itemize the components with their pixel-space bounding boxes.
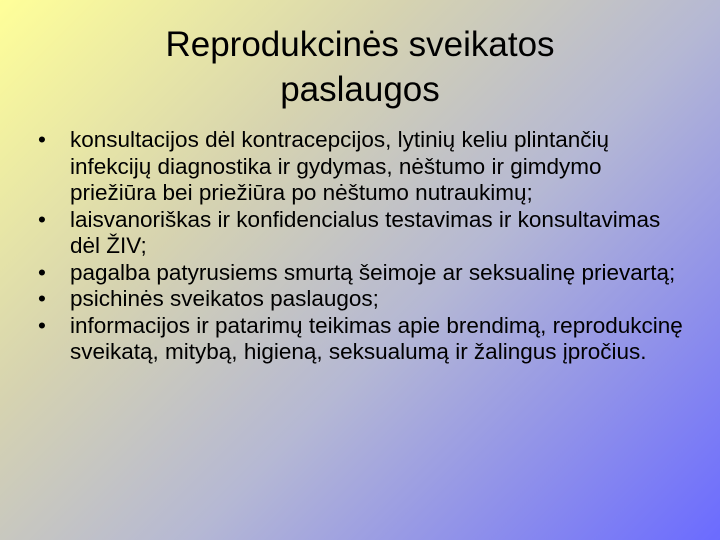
bullet-item (38, 286, 688, 313)
bullet-marker: • (38, 312, 46, 338)
bullet-text: laisvanoriškas ir konfidencialus testavimas ir konsultavimas dėl ŽIV; (70, 206, 661, 258)
bullet-text: konsultacijos dėl kontracepcijos, lytinių keliu plintančių infekcijų diagnostika ir gydymas, nėštumo ir gimdymo priežiūra bei priežiūra po nėštumo nutraukimų; (70, 127, 610, 205)
slide-title-line-2: paslaugos (280, 70, 440, 109)
slide-title (60, 22, 660, 112)
bullet-marker: • (38, 259, 46, 285)
bullet-marker: • (38, 127, 46, 152)
bullet-marker: • (38, 206, 46, 232)
bullet-item (38, 127, 688, 207)
bullet-item (38, 260, 688, 287)
slide-title-line-1: Reprodukcinės sveikatos (165, 25, 555, 64)
bullet-list (38, 127, 688, 366)
bullet-text: pagalba patyrusiems smurtą šeimoje ar seksualinę prievartą; (70, 259, 676, 285)
bullet-marker: • (38, 286, 46, 311)
bullet-text: psichinės sveikatos paslaugos; (70, 286, 379, 311)
bullet-item (38, 313, 688, 366)
bullet-item (38, 207, 688, 260)
bullet-text: informacijos ir patarimų teikimas apie brendimą, reprodukcinę sveikatą, mitybą, higieną, seksualumą ir žalingus įpročius. (70, 312, 683, 364)
